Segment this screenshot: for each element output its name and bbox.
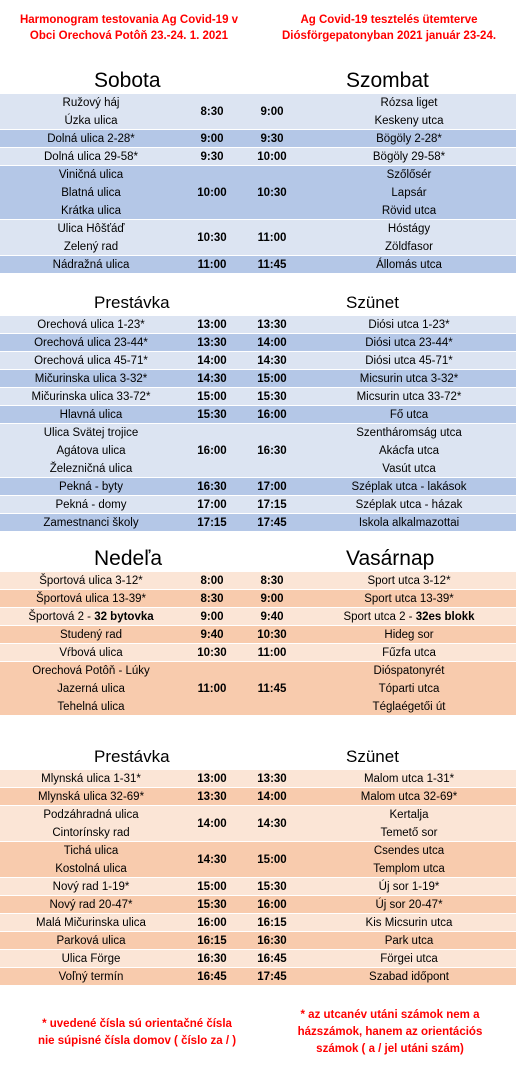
street-sk <box>0 770 182 788</box>
section-title-hu: Szombat <box>346 69 429 92</box>
section-title <box>0 744 516 770</box>
street-hu-line: Vasút utca <box>382 462 436 475</box>
street-hu-line: Bögöly 2-28* <box>376 132 442 145</box>
street-sk-line: Orechová ulica 45-71* <box>34 354 148 367</box>
section-title-sk: Nedeľa <box>94 547 163 570</box>
time-from: 14:30 <box>197 372 227 385</box>
street-sk-line: Zamestnanci školy <box>43 516 139 529</box>
time-to: 16:15 <box>257 916 287 929</box>
time-to: 16:00 <box>257 898 287 911</box>
time-to: 15:30 <box>257 880 287 893</box>
street-sk-line: Tehelná ulica <box>57 700 125 713</box>
street-hu-line: Micsurin utca 3-32* <box>359 372 459 385</box>
time-from: 8:30 <box>200 592 224 605</box>
note-sk-line2: nie súpisné čísla domov ( číslo za / ) <box>37 1035 237 1047</box>
table-row <box>0 94 516 130</box>
street-sk-line: Mičurinska ulica 33-72* <box>31 390 151 403</box>
table-row <box>0 590 516 608</box>
section-title <box>0 68 516 94</box>
street-sk <box>0 148 182 166</box>
street-sk-line: Zelený rad <box>63 240 119 253</box>
street-hu <box>302 352 516 370</box>
time-to: 10:00 <box>257 150 287 163</box>
note-hu-line3: számok ( a / jel utáni szám) <box>316 1043 464 1055</box>
street-sk-line: Parková ulica <box>56 934 126 947</box>
time-from: 14:00 <box>197 817 227 830</box>
time-from: 16:30 <box>197 952 227 965</box>
street-sk-line: Športová ulica 13-39* <box>36 592 146 605</box>
table-row <box>0 842 516 878</box>
section-title-sk: Prestávka <box>94 747 170 766</box>
time-to: 10:30 <box>257 186 287 199</box>
header-sk-line1: Harmonogram testovania Ag Covid-19 v <box>19 14 239 26</box>
street-hu-line: Sport utca 13-39* <box>364 592 454 605</box>
street-hu <box>302 406 516 424</box>
street-hu <box>302 626 516 644</box>
street-hu <box>302 220 516 256</box>
street-hu-line: Tóparti utca <box>378 682 440 695</box>
time-to: 14:00 <box>257 790 287 803</box>
street-sk-line: Ulica Svätej trojice <box>43 426 139 439</box>
street-sk <box>0 590 182 608</box>
time-from: 13:00 <box>197 772 227 785</box>
table-row <box>0 608 516 626</box>
street-hu-line: Micsurin utca 33-72* <box>356 390 462 403</box>
table-row <box>0 806 516 842</box>
note-hu <box>270 1007 510 1058</box>
time-to: 17:15 <box>257 498 287 511</box>
section-sunday-break <box>0 744 516 986</box>
time-to: 16:30 <box>257 444 287 457</box>
table-row <box>0 950 516 968</box>
time-from: 9:40 <box>200 628 224 641</box>
street-sk <box>0 572 182 590</box>
time-from: 11:00 <box>197 258 227 271</box>
street-hu-line: Fűzfa utca <box>382 646 436 659</box>
table-row <box>0 896 516 914</box>
street-hu-line: Malom utca 1-31* <box>363 772 455 785</box>
street-sk-line: Voľný termín <box>58 970 124 983</box>
street-sk-line: Ulica Förge <box>61 952 121 965</box>
street-sk <box>0 406 182 424</box>
time-from: 10:30 <box>197 231 227 244</box>
street-sk-line: Studený rad <box>59 628 122 641</box>
street-hu <box>302 932 516 950</box>
street-hu-text: Sport utca 2 - <box>343 610 416 623</box>
time-to: 16:00 <box>257 408 287 421</box>
time-to: 8:30 <box>260 574 284 587</box>
street-sk-line: Jazerná ulica <box>57 682 125 695</box>
street-hu-line: Diósi utca 23-44* <box>365 336 453 349</box>
street-sk-line: Mičurinska ulica 3-32* <box>34 372 148 385</box>
table-row <box>0 968 516 986</box>
street-sk-line: Dolná ulica 29-58* <box>44 150 138 163</box>
street-hu <box>302 514 516 532</box>
street-sk <box>0 514 182 532</box>
table-row <box>0 352 516 370</box>
section-title-sk: Prestávka <box>94 293 170 312</box>
street-hu <box>302 842 516 878</box>
header-hu-line1: Ag Covid-19 tesztelés ütemterve <box>300 14 478 26</box>
street-sk-line: Vŕbová ulica <box>59 646 123 659</box>
table-row <box>0 878 516 896</box>
table-row <box>0 770 516 788</box>
time-to: 11:00 <box>257 646 287 659</box>
time-to: 15:30 <box>257 390 287 403</box>
street-hu <box>302 608 516 626</box>
street-sk-line: Nádražná ulica <box>52 258 130 271</box>
street-hu-line: Állomás utca <box>376 258 442 271</box>
time-to: 9:40 <box>260 610 284 623</box>
street-hu <box>302 148 516 166</box>
street-sk-line: Orechová ulica 1-23* <box>37 318 145 331</box>
street-sk-line: Mlynská ulica 32-69* <box>37 790 145 803</box>
time-from: 16:30 <box>197 480 227 493</box>
header-hu-line2: Diósförgepatonyban 2021 január 23-24. <box>281 30 497 42</box>
street-sk <box>0 608 182 626</box>
street-sk-line: Tichá ulica <box>63 844 119 857</box>
street-sk <box>0 388 182 406</box>
table-row <box>0 148 516 166</box>
time-from: 15:00 <box>197 390 227 403</box>
street-hu-line: Új sor 20-47* <box>375 898 443 911</box>
street-hu-line: Széplak utca - házak <box>355 498 463 511</box>
street-hu-line: Csendes utca <box>373 844 445 857</box>
street-sk-text: Športová 2 - <box>28 610 95 623</box>
street-sk-bold: 32 bytovka <box>94 610 154 623</box>
table-row <box>0 572 516 590</box>
time-to: 11:45 <box>257 682 287 695</box>
time-from: 17:00 <box>197 498 227 511</box>
table-row <box>0 166 516 220</box>
time-from: 16:45 <box>197 970 227 983</box>
street-hu-line: Templom utca <box>373 862 445 875</box>
street-sk-line: Úzka ulica <box>64 114 118 127</box>
street-hu-line: Széplak utca - lakások <box>351 480 467 493</box>
street-hu <box>302 370 516 388</box>
time-from: 16:00 <box>197 916 227 929</box>
note-sk <box>8 1016 266 1050</box>
street-hu <box>302 806 516 842</box>
time-to: 11:45 <box>257 258 287 271</box>
time-from: 15:30 <box>197 898 227 911</box>
street-sk-line: Kostolná ulica <box>55 862 127 875</box>
time-to: 11:00 <box>257 231 287 244</box>
note-sk-line1: * uvedené čísla sú orientačné čísla <box>42 1018 232 1030</box>
table-row <box>0 514 516 532</box>
header-hu <box>264 12 514 44</box>
time-to: 14:30 <box>257 354 287 367</box>
street-hu-line: Szentháromság utca <box>356 426 462 439</box>
street-hu-line: Keskeny utca <box>374 114 444 127</box>
time-to: 17:00 <box>257 480 287 493</box>
street-sk <box>0 478 182 496</box>
street-sk-line: Krátka ulica <box>60 204 122 217</box>
street-hu-line: Szabad időpont <box>369 970 449 983</box>
time-to: 14:00 <box>257 336 287 349</box>
table-row <box>0 334 516 352</box>
time-to: 17:45 <box>257 516 287 529</box>
street-hu-line: Kis Micsurin utca <box>365 916 453 929</box>
street-sk <box>0 220 182 256</box>
street-sk <box>0 878 182 896</box>
section-title-sk: Sobota <box>94 69 161 92</box>
street-hu <box>302 644 516 662</box>
time-from: 10:00 <box>197 186 227 199</box>
street-sk-line: Podzáhradná ulica <box>43 808 139 821</box>
street-hu <box>302 896 516 914</box>
street-sk <box>0 496 182 514</box>
street-hu-line <box>302 608 516 626</box>
street-sk <box>0 806 182 842</box>
street-hu-line: Park utca <box>384 934 434 947</box>
street-sk-line: Orechová ulica 23-44* <box>34 336 148 349</box>
street-hu <box>302 316 516 334</box>
table-row <box>0 932 516 950</box>
street-sk <box>0 316 182 334</box>
street-sk-line: Pekná - domy <box>55 498 127 511</box>
street-hu <box>302 94 516 130</box>
street-hu <box>302 130 516 148</box>
section-title-hu: Vasárnap <box>346 547 435 570</box>
street-sk-line: Hlavná ulica <box>59 408 123 421</box>
street-hu-line: Dióspatonyrét <box>373 664 445 677</box>
street-hu <box>302 424 516 478</box>
time-from: 16:15 <box>197 934 227 947</box>
section-title-hu: Szünet <box>346 747 399 766</box>
street-sk <box>0 788 182 806</box>
time-from: 13:30 <box>197 336 227 349</box>
note-hu-line2: házszámok, hanem az orientációs <box>297 1026 483 1038</box>
table-row <box>0 424 516 478</box>
street-sk <box>0 166 182 220</box>
street-hu <box>302 478 516 496</box>
table-row <box>0 788 516 806</box>
table-row <box>0 130 516 148</box>
time-to: 15:00 <box>257 372 287 385</box>
time-from: 11:00 <box>197 682 227 695</box>
street-sk-line: Dolná ulica 2-28* <box>47 132 135 145</box>
street-sk <box>0 932 182 950</box>
street-hu <box>302 950 516 968</box>
time-to: 14:30 <box>257 817 287 830</box>
section-saturday-break <box>0 290 516 532</box>
street-hu <box>302 878 516 896</box>
street-hu-line: Iskola alkalmazottai <box>358 516 460 529</box>
time-from: 9:00 <box>200 132 224 145</box>
time-to: 17:45 <box>257 970 287 983</box>
section-sunday <box>0 546 516 716</box>
table-row <box>0 316 516 334</box>
street-sk <box>0 370 182 388</box>
street-hu-line: Diósi utca 1-23* <box>368 318 450 331</box>
street-hu-line: Fő utca <box>389 408 429 421</box>
street-sk-line: Blatná ulica <box>61 186 121 199</box>
time-from: 8:30 <box>200 105 224 118</box>
street-hu <box>302 914 516 932</box>
street-hu-line: Akácfa utca <box>378 444 440 457</box>
street-sk-line: Športová ulica 3-12* <box>39 574 143 587</box>
section-title <box>0 546 516 572</box>
street-hu <box>302 334 516 352</box>
street-hu-line: Hóstágy <box>387 222 431 235</box>
street-hu-line: Diósi utca 45-71* <box>365 354 453 367</box>
street-hu <box>302 788 516 806</box>
street-sk-line: Ružový háj <box>62 96 120 109</box>
table-row <box>0 644 516 662</box>
table-row <box>0 406 516 424</box>
street-hu-line: Temető sor <box>380 826 438 839</box>
street-hu-line: Bögöly 29-58* <box>372 150 446 163</box>
street-sk-line: Cintorínsky rad <box>52 826 130 839</box>
street-hu <box>302 166 516 220</box>
street-sk-line: Nový rad 1-19* <box>52 880 130 893</box>
street-hu <box>302 388 516 406</box>
time-to: 10:30 <box>257 628 287 641</box>
time-from: 16:00 <box>197 444 227 457</box>
time-from: 9:00 <box>200 610 224 623</box>
street-sk <box>0 662 182 716</box>
street-hu-line: Szőlősér <box>386 168 432 181</box>
street-hu-line: Kertalja <box>389 808 429 821</box>
street-sk <box>0 424 182 478</box>
table-row <box>0 626 516 644</box>
street-hu-line: Zöldfasor <box>385 240 433 253</box>
street-sk <box>0 626 182 644</box>
street-sk <box>0 896 182 914</box>
street-hu-line: Új sor 1-19* <box>378 880 440 893</box>
time-to: 13:30 <box>257 772 287 785</box>
street-sk-line: Ulica Hôšťáď <box>57 222 125 235</box>
table-row <box>0 370 516 388</box>
table-row <box>0 914 516 932</box>
street-sk <box>0 94 182 130</box>
time-to: 9:30 <box>260 132 284 145</box>
street-hu-line: Rövid utca <box>381 204 437 217</box>
street-sk-line <box>0 608 182 626</box>
table-row <box>0 220 516 256</box>
time-from: 15:30 <box>197 408 227 421</box>
street-sk-line: Orechová Potôň - Lúky <box>32 664 150 677</box>
time-from: 13:30 <box>197 790 227 803</box>
time-from: 13:00 <box>197 318 227 331</box>
street-sk <box>0 914 182 932</box>
time-to: 16:45 <box>257 952 287 965</box>
header-sk-line2: Obci Orechová Potôň 23.-24. 1. 2021 <box>29 30 229 42</box>
street-sk <box>0 968 182 986</box>
street-hu <box>302 590 516 608</box>
street-hu-line: Förgei utca <box>380 952 438 965</box>
street-sk-line: Železničná ulica <box>49 462 133 475</box>
note-hu-line1: * az utcanév utáni számok nem a <box>300 1009 480 1021</box>
table-row <box>0 256 516 274</box>
street-sk <box>0 256 182 274</box>
street-sk <box>0 130 182 148</box>
time-to: 13:30 <box>257 318 287 331</box>
street-hu-line: Rózsa liget <box>380 96 438 109</box>
street-sk-line: Viničná ulica <box>58 168 124 181</box>
time-from: 17:15 <box>197 516 227 529</box>
street-hu-bold: 32es blokk <box>415 610 475 623</box>
time-to: 9:00 <box>260 105 284 118</box>
street-sk-line: Nový rad 20-47* <box>49 898 133 911</box>
street-sk <box>0 352 182 370</box>
time-from: 14:00 <box>197 354 227 367</box>
street-hu <box>302 496 516 514</box>
header-sk <box>4 12 254 44</box>
street-hu-line: Lapsár <box>391 186 427 199</box>
time-from: 15:00 <box>197 880 227 893</box>
table-row <box>0 496 516 514</box>
street-hu-line: Téglaégetői út <box>372 700 446 713</box>
street-hu <box>302 572 516 590</box>
time-from: 14:30 <box>197 853 227 866</box>
street-sk <box>0 950 182 968</box>
section-title-hu: Szünet <box>346 293 399 312</box>
street-hu <box>302 662 516 716</box>
time-from: 10:30 <box>197 646 227 659</box>
street-sk-line: Mlynská ulica 1-31* <box>41 772 141 785</box>
street-hu-line: Sport utca 3-12* <box>367 574 451 587</box>
time-to: 16:30 <box>257 934 287 947</box>
street-sk-line: Agátova ulica <box>56 444 126 457</box>
table-row <box>0 478 516 496</box>
street-hu <box>302 256 516 274</box>
street-hu-line: Hideg sor <box>384 628 434 641</box>
section-title <box>0 290 516 316</box>
street-sk-line: Pekná - byty <box>59 480 123 493</box>
section-saturday <box>0 68 516 274</box>
street-sk-line: Malá Mičurinska ulica <box>36 916 146 929</box>
street-hu-line: Malom utca 32-69* <box>360 790 458 803</box>
time-from: 9:30 <box>200 150 224 163</box>
time-from: 8:00 <box>200 574 224 587</box>
street-hu <box>302 968 516 986</box>
time-to: 9:00 <box>260 592 284 605</box>
table-row <box>0 388 516 406</box>
street-sk <box>0 644 182 662</box>
table-row <box>0 662 516 716</box>
time-to: 15:00 <box>257 853 287 866</box>
street-sk <box>0 334 182 352</box>
street-hu <box>302 770 516 788</box>
street-sk <box>0 842 182 878</box>
